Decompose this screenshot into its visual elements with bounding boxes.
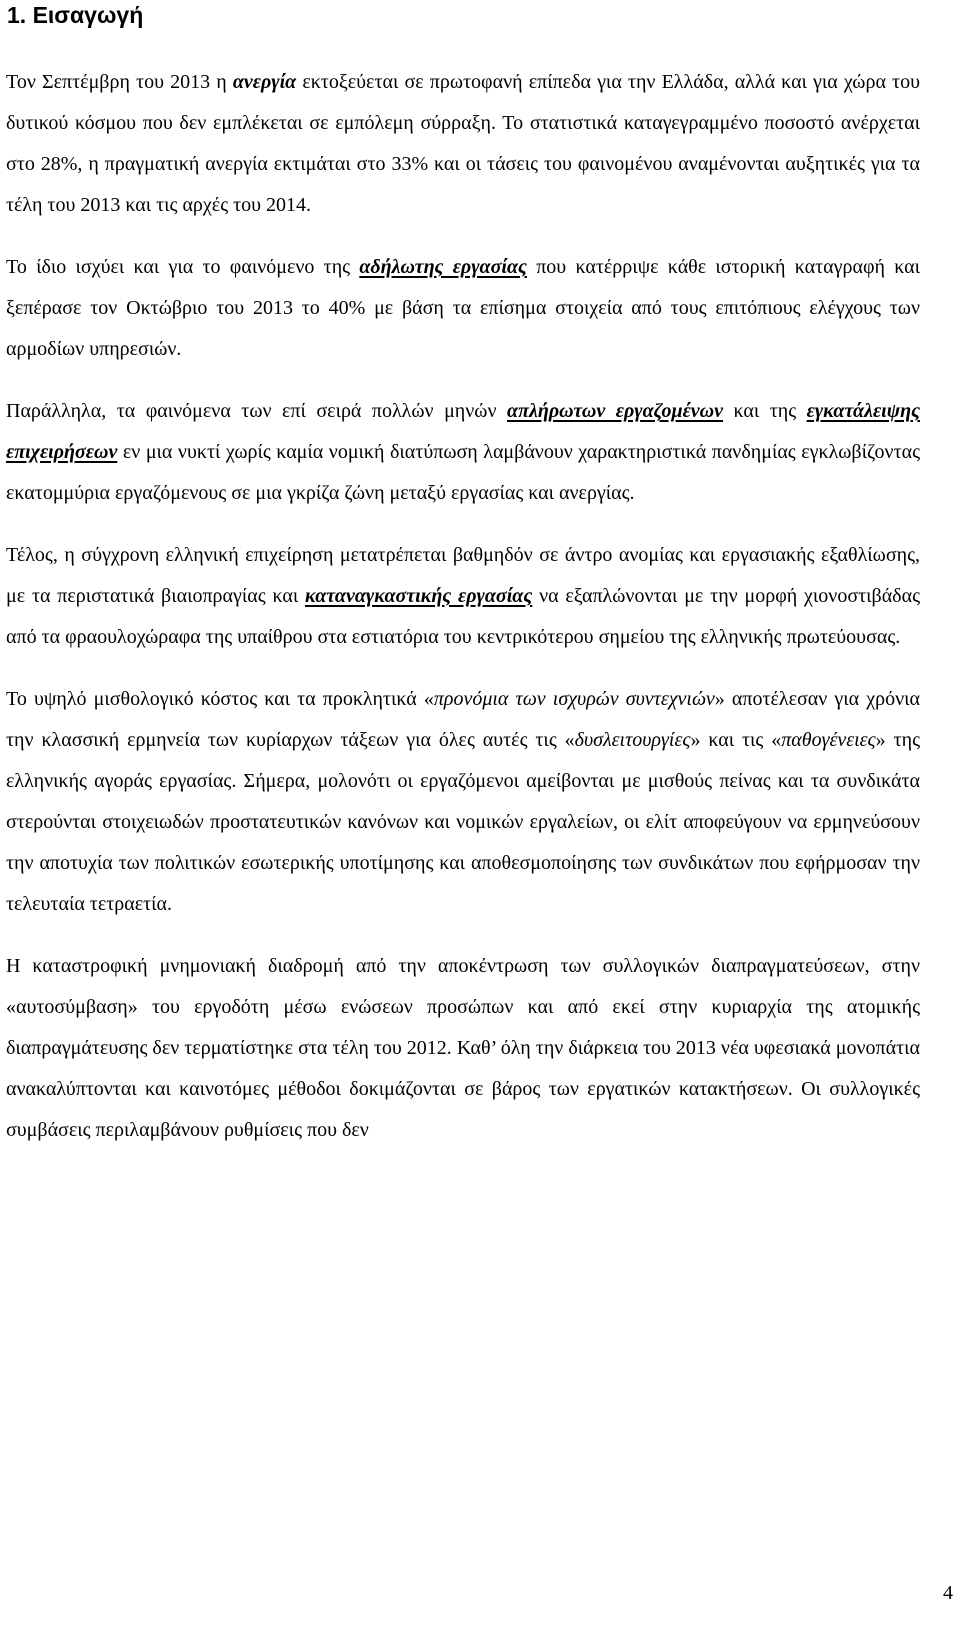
paragraph-undeclared-work [6, 247, 920, 370]
emphasis-pathologies: παθογένειες [781, 729, 876, 751]
section-heading: 1. Εισαγωγή [7, 2, 144, 28]
text-run: εκτοξεύεται σε πρωτοφανή επίπεδα για την Ελλάδα, αλλά και για χώρα του δυτικού κόσμου που δεν εμπλέκεται σε εμπόλεμη σύρραξη. Το στατιστικά καταγεγραμμένο ποσοστό ανέρχεται στο 28%, η πραγματική ανεργία εκτιμάται στο 33% και οι τάσεις του φαινομένου αναμένονται αυξητικές για τα τέλη του 2013 και τις αρχές του 2014. [6, 71, 920, 216]
text-run: » και τις « [690, 729, 782, 751]
paragraph-forced-labour [6, 535, 920, 658]
text-run: » αποτέλεσαν για χρόνια την κλασσική ερμηνεία των κυρίαρχων τάξεων για όλες αυτές τις « [6, 688, 920, 751]
text-run: » της ελληνικής αγοράς εργασίας. Σήμερα, μολονότι οι εργαζόμενοι αμείβονται με μισθούς πείνας και τα συνδικάτα στερούνται στοιχειωδών προστατευτικών κανόνων και νομικών εργαλείων, οι ελίτ αποφεύγουν να ερμηνεύσουν την αποτυχία των πολιτικών εσωτερικής υποτίμησης και αποθεσμοποίησης των συνδικάτων που εφήρμοσαν την τελευταία τετραετία. [6, 729, 920, 915]
page-number: 4 [943, 1582, 953, 1604]
text-run: Παράλληλα, τα φαινόμενα των επί σειρά πολλών μηνών [6, 400, 507, 422]
text-run: εν μια νυκτί χωρίς καμία νομική διατύπωση λαμβάνουν χαρακτηριστικά πανδημίας εγκλωβίζοντας εκατομμύρια εργαζόμενους σε μια γκρίζα ζώνη μεταξύ εργασίας και ανεργίας. [6, 441, 920, 504]
emphasis-undeclared-work: αδήλωτης εργασίας [359, 256, 527, 278]
emphasis-forced-labour: καταναγκαστικής εργασίας [305, 585, 533, 607]
emphasis-unemployment: ανεργία [232, 71, 297, 93]
paragraph-unpaid-workers [6, 391, 920, 514]
text-run: Το ίδιο ισχύει και για το φαινόμενο της [6, 256, 360, 278]
paragraph-unemployment [6, 62, 920, 226]
emphasis-privileges: προνόμια των ισχυρών συντεχνιών [433, 688, 715, 710]
text-run: Τέλος, η σύγχρονη ελληνική επιχείρηση μετατρέπεται βαθμηδόν σε άντρο ανομίας και εργασιακής εξαθλίωσης, με τα περιστατικά βιαιοπραγίας και [6, 544, 920, 607]
body-text [6, 62, 920, 1172]
paragraph-labour-costs [6, 679, 920, 925]
text-run: που κατέρριψε κάθε ιστορική καταγραφή και ξεπέρασε τον Οκτώβριο του 2013 το 40% με βάση τα επίσημα στοιχεία από τους επιτόπιους ελέγχους των αρμοδίων υπηρεσιών. [6, 256, 920, 360]
text-run: Η καταστροφική μνημονιακή διαδρομή από την αποκέντρωση των συλλογικών διαπραγματεύσεων, στην «αυτοσύμβαση» του εργοδότη μέσω ενώσεων προσώπων και από εκεί στην κυριαρχία της ατομικής διαπραγμάτευσης δεν τερματίστηκε στα τέλη του 2012. Καθ’ όλη την διάρκεια του 2013 νέα υφεσιακά μονοπάτια ανακαλύπτονται και καινοτόμες μέθοδοι δοκιμάζονται σε βάρος των εργατικών κατακτήσεων. Οι συλλογικές συμβάσεις περιλαμβάνουν ρυθμίσεις που δεν [6, 955, 920, 1141]
text-run: να εξαπλώνονται με την μορφή χιονοστιβάδας από τα φραουλοχώραφα της υπαίθρου στα εστιατόρια του κεντρικότερου σημείου της ελληνικής πρωτεύουσας. [6, 585, 921, 648]
text-run: Τον Σεπτέμβρη του 2013 η [6, 71, 233, 93]
text-run: και της [723, 400, 807, 422]
emphasis-dysfunctions: δυσλειτουργίες [574, 729, 691, 751]
text-run: Το υψηλό μισθολογικό κόστος και τα προκλητικά « [6, 688, 434, 710]
emphasis-unpaid-workers: απλήρωτων εργαζομένων [507, 400, 723, 422]
emphasis-abandoned-businesses: εγκατάλειψης επιχειρήσεων [6, 400, 920, 463]
paragraph-collective-bargaining [6, 946, 920, 1151]
